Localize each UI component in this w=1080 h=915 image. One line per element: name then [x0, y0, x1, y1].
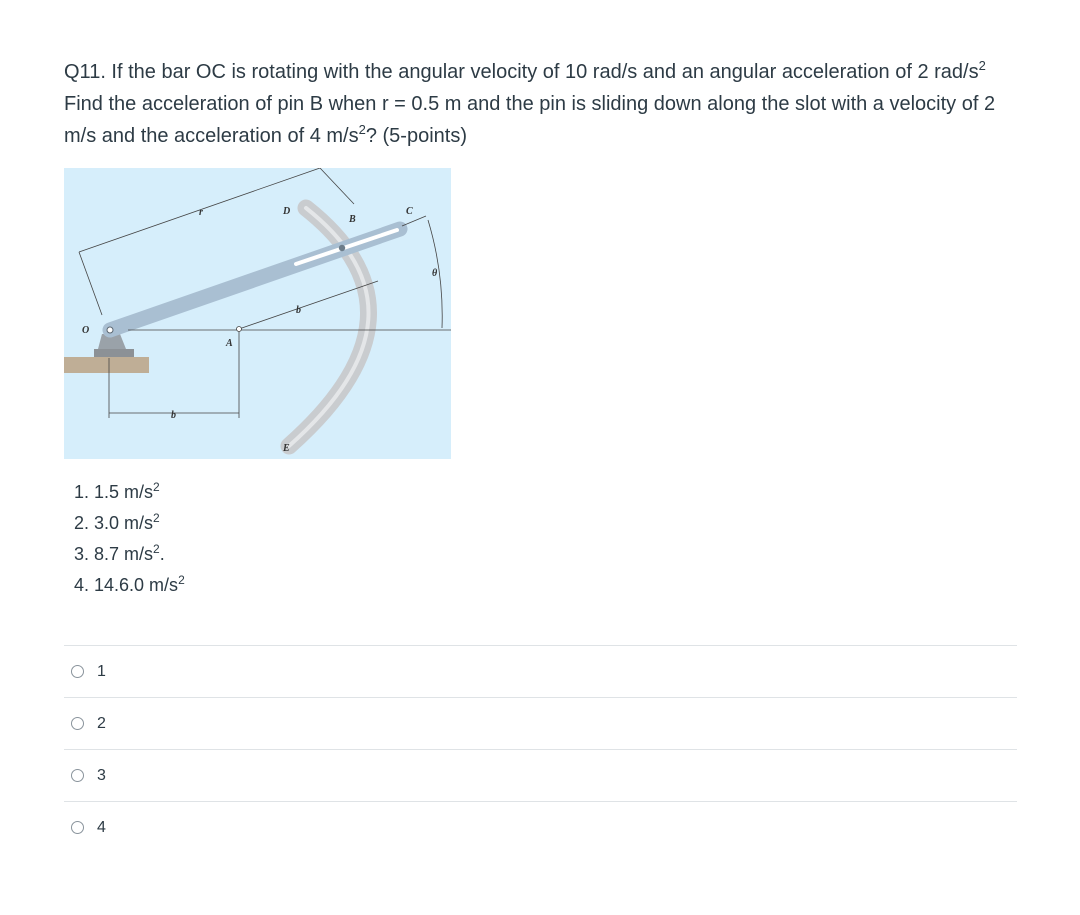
answer-label: 4: [97, 818, 106, 836]
point-a: [237, 327, 242, 332]
options-list: [74, 477, 185, 601]
radio-button[interactable]: [71, 665, 84, 678]
option-sup: 2: [178, 573, 185, 587]
question-sup-1: 2: [978, 58, 986, 73]
pin-b: [339, 245, 345, 251]
question-text: [64, 56, 1024, 152]
option-item-3: [74, 539, 185, 570]
option-text: 1. 1.5 m/s: [74, 482, 154, 502]
option-item-2: [74, 508, 185, 539]
option-item-1: [74, 477, 185, 508]
label-a: A: [226, 338, 233, 349]
answer-choice-2[interactable]: [64, 698, 1017, 750]
label-c: C: [406, 206, 413, 217]
label-d: D: [283, 206, 291, 217]
ground-base: [64, 357, 149, 373]
question-sup-2: 2: [358, 122, 366, 137]
answer-choice-4[interactable]: [64, 802, 1017, 853]
answer-label: 2: [97, 714, 106, 732]
option-after: .: [159, 544, 165, 564]
question-middle: Find the acceleration of pin B when r = 0.5 m and the pin is sliding down along the slot with a velocity of 2 m/s and the acceleration of 4 m/s: [64, 93, 996, 147]
answer-choices: [64, 645, 1017, 853]
radio-button[interactable]: [71, 821, 84, 834]
pivot-plate: [94, 349, 134, 357]
radio-button[interactable]: [71, 769, 84, 782]
option-sup: 2: [153, 542, 160, 556]
mechanism-diagram: [64, 168, 451, 459]
label-b-lower: b: [171, 410, 176, 421]
option-sup: 2: [153, 511, 160, 525]
label-b-upper: b: [296, 305, 301, 316]
mechanism-figure: [64, 168, 451, 459]
option-text: 4. 14.6.0 m/s: [74, 575, 179, 595]
pivot-o: [107, 327, 113, 333]
label-b: B: [349, 214, 356, 225]
label-r: r: [199, 207, 203, 218]
option-sup: 2: [153, 480, 160, 494]
option-item-4: [74, 570, 185, 601]
answer-choice-3[interactable]: [64, 750, 1017, 802]
option-text: 2. 3.0 m/s: [74, 513, 154, 533]
label-theta: θ: [432, 268, 438, 279]
question-prefix: Q11. If the bar OC is rotating with the angular velocity of 10 rad/s and an angular acceleration of 2 rad/s: [64, 61, 979, 83]
radio-button[interactable]: [71, 717, 84, 730]
option-text: 3. 8.7 m/s: [74, 544, 154, 564]
label-e: E: [283, 443, 290, 454]
answer-choice-1[interactable]: [64, 646, 1017, 698]
answer-label: 3: [97, 766, 106, 784]
question-suffix: ? (5-points): [365, 125, 467, 147]
answer-label: 1: [97, 662, 106, 680]
figure-background: [64, 168, 451, 459]
label-o: O: [82, 325, 90, 336]
